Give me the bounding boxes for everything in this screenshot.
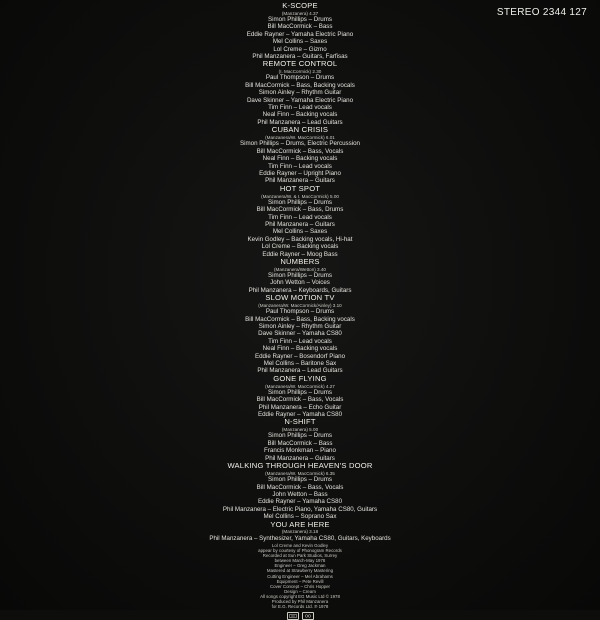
musician-credit: Phil Manzanera – Lead Guitars: [257, 367, 343, 375]
track-title: YOU ARE HERE: [270, 519, 330, 529]
production-note: Design – Cream: [284, 588, 316, 594]
musician-credit: Simon Phillips – Drums: [268, 198, 332, 206]
label-logos: [0, 612, 600, 620]
musician-credit: Bill MacCormick – Bass: [267, 439, 333, 447]
track-title: WALKING THROUGH HEAVEN'S DOOR: [227, 461, 373, 471]
musician-credit: Simon Phillips – Drums: [268, 16, 332, 23]
track-title: NUMBERS: [280, 256, 320, 266]
track-writer-duration: (Manzanera/W. MacCormick/Ainley) 3.10: [258, 302, 342, 308]
musician-credit: Phil Manzanera – Guitars: [265, 220, 335, 228]
track-writer-duration: (Manzanera/W. MacCormick) 6.35: [265, 470, 335, 476]
track-title: SLOW MOTION TV: [265, 293, 335, 303]
track-title: REMOTE CONTROL: [262, 59, 338, 69]
track-block: [0, 418, 600, 462]
track-block: [0, 521, 600, 542]
musician-credit: John Wetton – Bass: [272, 490, 328, 498]
track-list: [0, 2, 600, 542]
musician-credit: Simon Phillips – Drums: [268, 476, 332, 484]
track-block: [0, 60, 600, 126]
musician-credit: Eddie Rayner – Yamaha Electric Piano: [246, 30, 354, 38]
musician-credit: Phil Manzanera – Lead Guitars: [257, 118, 343, 126]
production-note: Cover Concept – Chris Hopper: [269, 583, 331, 589]
musician-credit: Kevin Godley – Backing vocals, Hi-hat: [247, 235, 353, 243]
musician-credit: Lol Creme – Gizmo: [273, 45, 327, 53]
musician-credit: Bill MacCormick – Bass, Drums: [256, 206, 344, 214]
musician-credit: Mel Collins – Saxes: [272, 228, 328, 236]
musician-credit: Lol Creme – Backing vocals: [261, 243, 339, 251]
musician-credit: Phil Manzanera – Electric Piano, Yamaha CS80, Guitars: [222, 505, 378, 513]
musician-credit: Dave Skinner – Yamaha Electric Piano: [246, 96, 354, 104]
track-block: [0, 185, 600, 258]
musician-credit: Eddie Rayner – Bosendorf Piano: [254, 352, 346, 360]
musician-credit: Neal Finn – Backing vocals: [262, 155, 338, 163]
production-note: appear by courtesy of Phonogram Records: [258, 548, 342, 554]
musician-credit: Tim Finn – Lead vocals: [268, 213, 332, 221]
musician-credit: Eddie Rayner – Yamaha CS80: [257, 498, 343, 506]
musician-credit: Tim Finn – Lead vocals: [268, 337, 332, 345]
musician-credit: Phil Manzanera – Synthesizer, Yamaha CS80, Guitars, Keyboards: [209, 534, 391, 542]
musician-credit: Bill MacCormick – Bass, Vocals: [256, 483, 344, 491]
track-block: [0, 294, 600, 375]
musician-credit: Phil Manzanera – Guitars: [265, 177, 335, 185]
track-block: [0, 126, 600, 184]
track-block: [0, 2, 600, 60]
musician-credit: Bill MacCormick – Bass: [267, 23, 333, 31]
musician-credit: Simon Ainley – Rhythm Guitar: [258, 323, 342, 330]
musician-credit: Bill MacCormick – Bass, Vocals: [256, 396, 344, 404]
musician-credit: Francis Monkman – Piano: [264, 447, 336, 455]
musician-credit: Bill MacCormick – Bass, Backing vocals: [245, 315, 355, 323]
musician-credit: Simon Ainley – Rhythm Guitar: [258, 89, 342, 97]
musician-credit: Phil Manzanera – Guitars, Farfisas: [252, 53, 348, 61]
musician-credit: Simon Phillips – Drums: [268, 271, 332, 279]
track-writer-duration: (I. MacCormick) 2.30: [278, 69, 322, 75]
track-title: GONE FLYING: [273, 373, 327, 383]
musician-credit: Phil Manzanera – Keyboards, Guitars: [248, 286, 352, 294]
production-note: Recorded at Sun Park Studios, Surrey: [262, 553, 338, 559]
eg-logo-icon: [302, 612, 314, 620]
musician-credit: Tim Finn – Lead vocals: [268, 162, 332, 170]
track-credits-list: [0, 2, 600, 620]
track-block: [0, 462, 600, 520]
track-title: K-SCOPE: [282, 1, 318, 10]
musician-credit: Eddie Rayner – Moog Bass: [262, 250, 338, 258]
track-writer-duration: (Manzanera/Wetton) 3.40: [273, 266, 326, 272]
musician-credit: Dave Skinner – Yamaha CS80: [258, 330, 342, 338]
musician-credit: Simon Phillips – Drums: [268, 432, 332, 440]
musician-credit: Neal Finn – Backing vocals: [262, 111, 338, 119]
production-note: between March-May 1978: [274, 558, 326, 564]
track-writer-duration: (Manzanera) 4.37: [281, 10, 319, 16]
musician-credit: Paul Thompson – Drums: [265, 308, 335, 316]
musician-credit: Bill MacCormick – Bass, Backing vocals: [245, 81, 355, 89]
production-note: Produced by Phil Manzanera: [271, 598, 329, 604]
musician-credit: Phil Manzanera – Guitars: [265, 454, 335, 462]
musician-credit: Neal Finn – Backing vocals: [262, 345, 338, 353]
musician-credit: Phil Manzanera – Echo Guitar: [258, 403, 342, 411]
track-block: [0, 375, 600, 419]
musician-credit: Bill MacCormick – Bass, Vocals: [256, 147, 344, 155]
track-title: CUBAN CRISIS: [271, 125, 329, 135]
musician-credit: Mel Collins – Baritone Sax: [263, 360, 337, 368]
track-writer-duration: (Manzanera/W. & I. MacCormick) 5.00: [261, 193, 339, 199]
musician-credit: Mel Collins – Soprano Sax: [263, 513, 337, 521]
production-note: Mastered at Strawberry Mastering: [266, 568, 334, 574]
track-writer-duration: (Manzanera/W. MacCormick) 6.01: [265, 135, 335, 141]
production-note: Equipment – Pete Revill: [276, 578, 324, 584]
track-writer-duration: (Manzanera) 3.18: [281, 529, 319, 535]
production-note: Engineer – Greg Jackman: [274, 563, 326, 569]
production-note: Cutting Engineer – Mel Abrahams: [267, 573, 333, 579]
track-writer-duration: (Manzanera) 5.00: [281, 427, 319, 433]
polydor-logo-icon: [287, 612, 299, 620]
production-notes: [0, 543, 600, 609]
catalog-number: STEREO 2344 127: [496, 7, 587, 18]
track-block: [0, 258, 600, 294]
musician-credit: Eddie Rayner – Upright Piano: [259, 169, 341, 177]
musician-credit: John Wetton – Voices: [270, 279, 330, 287]
track-writer-duration: (Manzanera/W. MacCormick) 4.27: [265, 383, 335, 389]
musician-credit: Mel Collins – Saxes: [272, 38, 328, 46]
musician-credit: Simon Phillips – Drums: [268, 388, 332, 396]
production-note: Lol Creme and Kevin Godley: [271, 542, 329, 548]
production-note: All songs copyright EG Music Ltd © 1978: [260, 593, 340, 599]
musician-credit: Eddie Rayner – Yamaha CS80: [257, 411, 343, 419]
musician-credit: Paul Thompson – Drums: [265, 74, 335, 82]
musician-credit: Tim Finn – Lead vocals: [268, 104, 332, 112]
production-note: for E.G. Records Ltd. ℗ 1978: [271, 604, 329, 610]
track-title: HOT SPOT: [279, 183, 321, 193]
musician-credit: Simon Phillips – Drums, Electric Percussion: [239, 140, 360, 148]
track-title: N-SHIFT: [284, 417, 316, 427]
